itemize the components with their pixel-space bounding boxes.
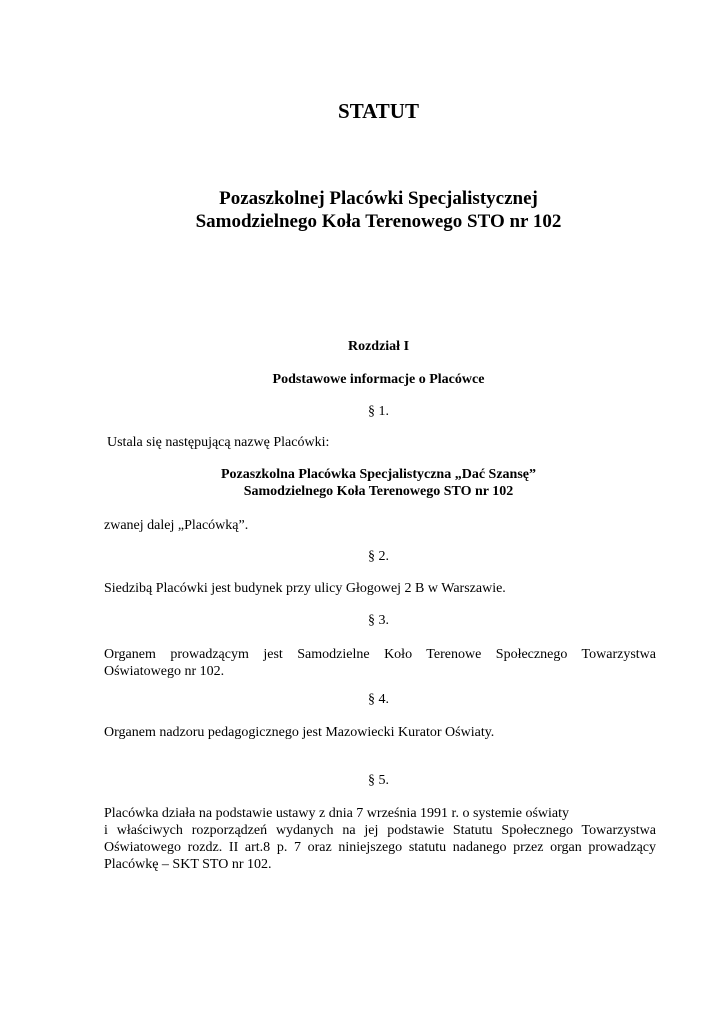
section-5-line-2: i właściwych rozporządzeń wydanych na jej podstawie Statutu Społecznego Towarzystwa — [104, 823, 656, 838]
section-1-outro: zwanej dalej „Placówką”. — [104, 518, 249, 533]
section-5-line-4: Placówkę – SKT STO nr 102. — [104, 857, 272, 872]
section-mark-2: § 2. — [368, 549, 389, 564]
subtitle-line-1: Pozaszkolnej Placówki Specjalistycznej — [219, 188, 538, 209]
institution-name-line-1: Pozaszkolna Placówka Specjalistyczna „Dać Szansę” — [221, 467, 536, 482]
chapter-number: Rozdział I — [347, 339, 410, 354]
section-3-text — [104, 646, 656, 680]
section-5-line-3: Oświatowego rozdz. II art.8 p. 7 oraz niniejszego statutu nadanego przez organ prowadzący — [104, 840, 656, 855]
institution-name-line-2: Samodzielnego Koła Terenowego STO nr 102 — [243, 484, 514, 499]
section-1-intro: Ustala się następującą nazwę Placówki: — [107, 435, 330, 450]
chapter-heading: Podstawowe informacje o Placówce — [272, 372, 485, 387]
section-4-text: Organem nadzoru pedagogicznego jest Mazowiecki Kurator Oświaty. — [104, 725, 495, 740]
section-mark-3: § 3. — [368, 613, 389, 628]
subtitle-line-2: Samodzielnego Koła Terenowego STO nr 102 — [195, 211, 562, 232]
section-mark-1: § 1. — [368, 404, 389, 419]
section-5-text — [104, 805, 656, 873]
institution-name — [16, 466, 725, 500]
section-2-text: Siedzibą Placówki jest budynek przy ulicy Głogowej 2 B w Warszawie. — [104, 581, 506, 596]
section-mark-5: § 5. — [368, 773, 389, 788]
section-mark-4: § 4. — [368, 692, 389, 707]
document-title: STATUT — [338, 99, 419, 123]
section-3-line-2: Oświatowego nr 102. — [104, 664, 225, 679]
document-subtitle — [16, 187, 725, 233]
section-3-line-1: Organem prowadzącym jest Samodzielne Koło Terenowe Społecznego Towarzystwa — [104, 647, 656, 662]
section-5-line-1: Placówka działa na podstawie ustawy z dnia 7 września 1991 r. o systemie oświaty — [104, 806, 569, 821]
